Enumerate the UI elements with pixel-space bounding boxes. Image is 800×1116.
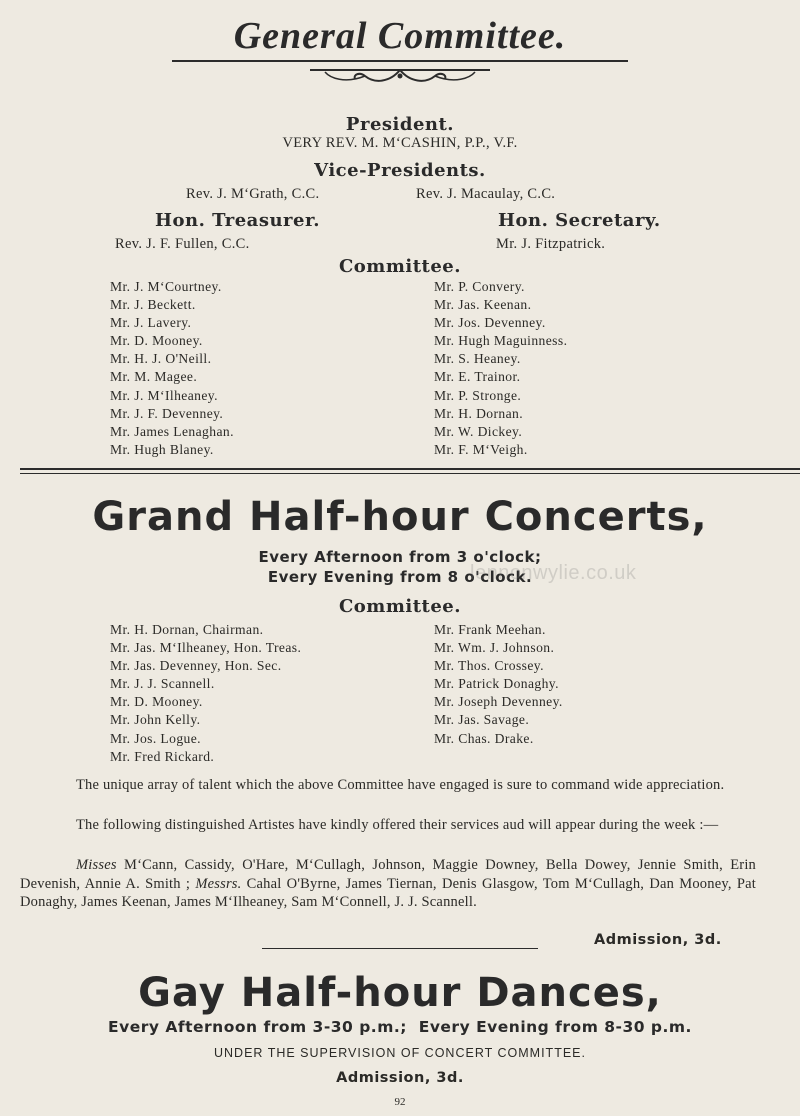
section-divider-top xyxy=(20,468,800,470)
concerts-evening: Every Evening from 8 o'clock. xyxy=(267,568,533,586)
member-name: Mr. Patrick Donaghy. xyxy=(434,676,559,692)
member-name: Mr. M. Magee. xyxy=(110,369,198,385)
messrs-list: Cahal O'Byrne, James Tiernan, Denis Glasgow, Tom M‘Cullagh, Dan Mooney, Pat Donaghy, James Keenan, James M‘Ilheaney, Sam M‘Connell, J. J. Scannell. xyxy=(20,875,756,910)
concerts-title: Grand Half-hour Concerts, xyxy=(92,494,708,540)
watermark: lennonwylie.co.uk xyxy=(470,562,637,584)
member-name: Mr. Jos. Devenney. xyxy=(434,315,546,331)
member-name: Mr. Jos. Logue. xyxy=(110,730,201,746)
member-name: Mr. Fred Rickard. xyxy=(110,748,215,764)
secretary-heading: Hon. Secretary. xyxy=(498,210,661,231)
artistes-paragraph: The following distinguished Artistes have kindly offered their services aud will appear during the week :— xyxy=(76,817,719,833)
member-name: Mr. W. Dickey. xyxy=(434,423,523,439)
dances-supervision: UNDER THE SUPERVISION OF CONCERT COMMITTEE. xyxy=(214,1046,586,1060)
title-rule xyxy=(172,60,628,62)
general-committee-title: General Committee. xyxy=(233,15,567,57)
member-name: Mr. J. Lavery. xyxy=(110,315,192,331)
member-name: Mr. H. J. O'Neill. xyxy=(110,351,212,367)
member-name: Mr. D. Mooney. xyxy=(110,694,203,710)
concerts-committee-heading: Committee. xyxy=(338,596,462,617)
member-name: Mr. Hugh Blaney. xyxy=(110,441,214,457)
president-heading: President. xyxy=(345,114,455,135)
member-name: Mr. H. Dornan, Chairman. xyxy=(110,622,264,637)
member-name: Mr. J. M‘Ilheaney. xyxy=(110,387,218,403)
member-name: Mr. John Kelly. xyxy=(110,712,201,728)
member-name: Mr. Wm. J. Johnson. xyxy=(434,640,555,656)
member-name: Mr. S. Heaney. xyxy=(434,351,521,367)
concerts-afternoon: Every Afternoon from 3 o'clock; xyxy=(258,548,542,566)
member-name: Mr. F. M‘Veigh. xyxy=(434,441,528,457)
misses-label: Misses xyxy=(76,857,117,873)
secretary-name: Mr. J. Fitzpatrick. xyxy=(496,236,606,252)
section-divider-bottom xyxy=(20,473,800,474)
member-name: Mr. Jas. Savage. xyxy=(434,712,530,728)
member-name: Mr. J. M‘Courtney. xyxy=(110,279,222,294)
treasurer-name: Rev. J. F. Fullen, C.C. xyxy=(115,236,250,252)
general-committee-left-column xyxy=(110,278,234,459)
dances-times: Every Afternoon from 3-30 p.m.; Every Evening from 8-30 p.m. xyxy=(108,1018,692,1036)
dances-title: Gay Half-hour Dances, xyxy=(138,970,662,1016)
member-name: Mr. P. Convery. xyxy=(434,279,525,294)
talent-paragraph: The unique array of talent which the above Committee have engaged is sure to command wide appreciation. xyxy=(76,777,725,793)
concerts-committee-left-column xyxy=(110,621,301,766)
dances-divider xyxy=(262,948,538,949)
vice-president-left: Rev. J. M‘Grath, C.C. xyxy=(186,186,320,202)
member-name: Mr. Jas. M‘Ilheaney, Hon. Treas. xyxy=(110,640,302,656)
member-name: Mr. Frank Meehan. xyxy=(434,622,546,637)
member-name: Mr. Jas. Devenney, Hon. Sec. xyxy=(110,658,282,674)
concerts-committee-right-column xyxy=(434,621,563,748)
misses-list: M‘Cann, Cassidy, O'Hare, M‘Cullagh, Johnson, Maggie Downey, Bella Dowey, Jennie Smith, Erin Devenish, Annie A. Smith ; xyxy=(20,857,756,892)
concerts-admission: Admission, 3d. xyxy=(594,932,722,948)
member-name: Mr. Chas. Drake. xyxy=(434,730,534,746)
flourish-ornament xyxy=(305,64,495,88)
president-name: VERY REV. M. M‘CASHIN, P.P., V.F. xyxy=(282,135,518,151)
general-committee-heading: Committee. xyxy=(338,256,462,277)
member-name: Mr. D. Mooney. xyxy=(110,333,203,349)
member-name: Mr. J. Beckett. xyxy=(110,297,196,313)
member-name: Mr. Hugh Maguinness. xyxy=(434,333,568,349)
member-name: Mr. Thos. Crossey. xyxy=(434,658,544,674)
member-name: Mr. J. J. Scannell. xyxy=(110,676,215,692)
messrs-label: Messrs. xyxy=(195,875,242,892)
dances-admission: Admission, 3d. xyxy=(336,1070,464,1086)
member-name: Mr. Joseph Devenney. xyxy=(434,694,563,710)
treasurer-heading: Hon. Treasurer. xyxy=(155,210,321,231)
member-name: Mr. P. Stronge. xyxy=(434,387,522,403)
member-name: Mr. J. F. Devenney. xyxy=(110,405,224,421)
member-name: Mr. Jas. Keenan. xyxy=(434,297,532,313)
general-committee-right-column xyxy=(434,278,567,459)
vice-presidents-heading: Vice-Presidents. xyxy=(314,160,486,181)
member-name: Mr. James Lenaghan. xyxy=(110,423,234,439)
vice-president-right: Rev. J. Macaulay, C.C. xyxy=(416,186,556,202)
member-name: Mr. E. Trainor. xyxy=(434,369,521,385)
artistes-list xyxy=(20,856,756,912)
member-name: Mr. H. Dornan. xyxy=(434,405,524,421)
page-number: 92 xyxy=(394,1096,406,1108)
